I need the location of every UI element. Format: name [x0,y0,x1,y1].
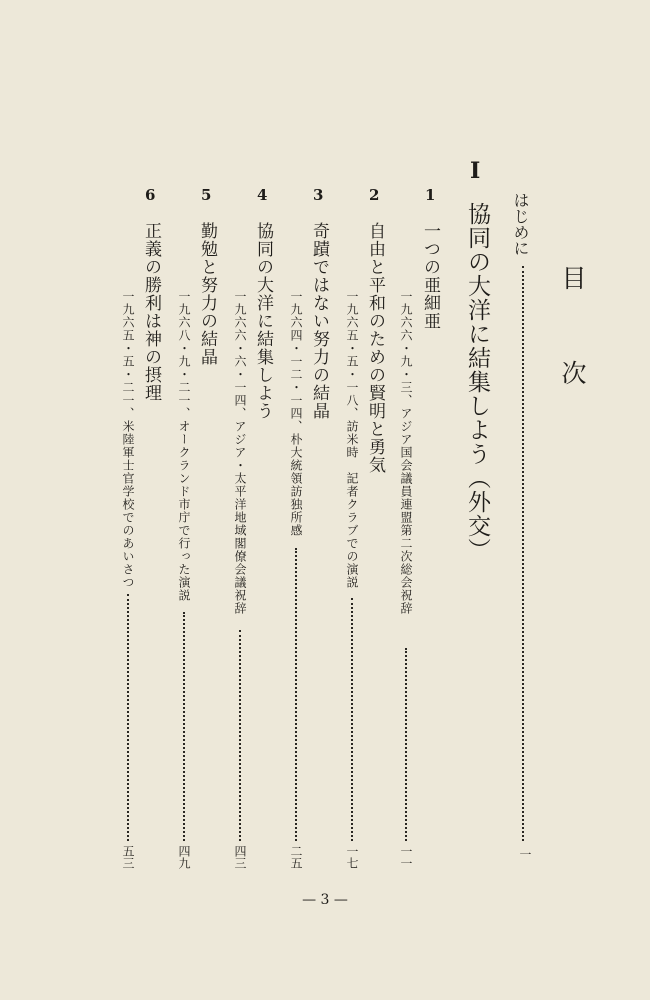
entry-leader-dots [405,648,411,841]
entry-number: 6 [145,186,156,204]
toc-heading: 目次 [558,265,587,455]
entry-number: 4 [257,186,268,204]
chapter-title: 協同の大洋に結集しよう（外交） [464,202,490,562]
entry-page-number: 五三 [121,845,135,869]
entry-title: 勤勉と努力の結晶 [197,222,217,366]
entry-number: 5 [201,186,212,204]
entry-subtitle: 一九六六・九・三、アジア国会議員連盟第二次総会祝辞 [399,290,413,615]
entry-leader-dots [351,598,357,841]
entry-subtitle: 一九六四・一二・一四、朴大統領訪独所感 [289,290,303,537]
entry-subtitle: 一九六五・五・一八、訪米時 記者クラブでの演説 [345,290,359,589]
entry-title: 自由と平和のための賢明と勇気 [365,222,385,474]
page-number-footer: — 3 — [302,892,348,908]
intro-leader-dots [522,266,528,841]
entry-page-number: 四九 [177,845,191,869]
entry-page-number: 二五 [289,845,303,869]
entry-subtitle: 一九六八・九・二一、オークランド市庁で行った演説 [177,290,191,602]
entry-title: 協同の大洋に結集しよう [253,222,273,420]
entry-number: 3 [313,186,324,204]
entry-leader-dots [183,612,189,841]
chapter-numeral: I [470,158,481,184]
entry-leader-dots [239,630,245,841]
entry-leader-dots [127,594,133,841]
entry-page-number: 一七 [345,845,359,869]
intro-label: はじめに [511,192,530,256]
entry-page-number: 四三 [233,845,247,869]
intro-page-number: 一 [518,848,532,860]
entry-page-number: 一一 [399,845,413,869]
entry-number: 2 [369,186,380,204]
entry-title: 正義の勝利は神の摂理 [141,222,161,402]
entry-title: 一つの亜細亜 [420,222,440,330]
entry-subtitle: 一九六五・五・二一、米陸軍士官学校でのあいさつ [121,290,135,589]
entry-leader-dots [295,548,301,841]
entry-number: 1 [425,186,436,204]
entry-subtitle: 一九六六・六・一四、アジア・太平洋地域閣僚会議祝辞 [233,290,247,615]
entry-title: 奇蹟ではない努力の結晶 [309,222,329,420]
